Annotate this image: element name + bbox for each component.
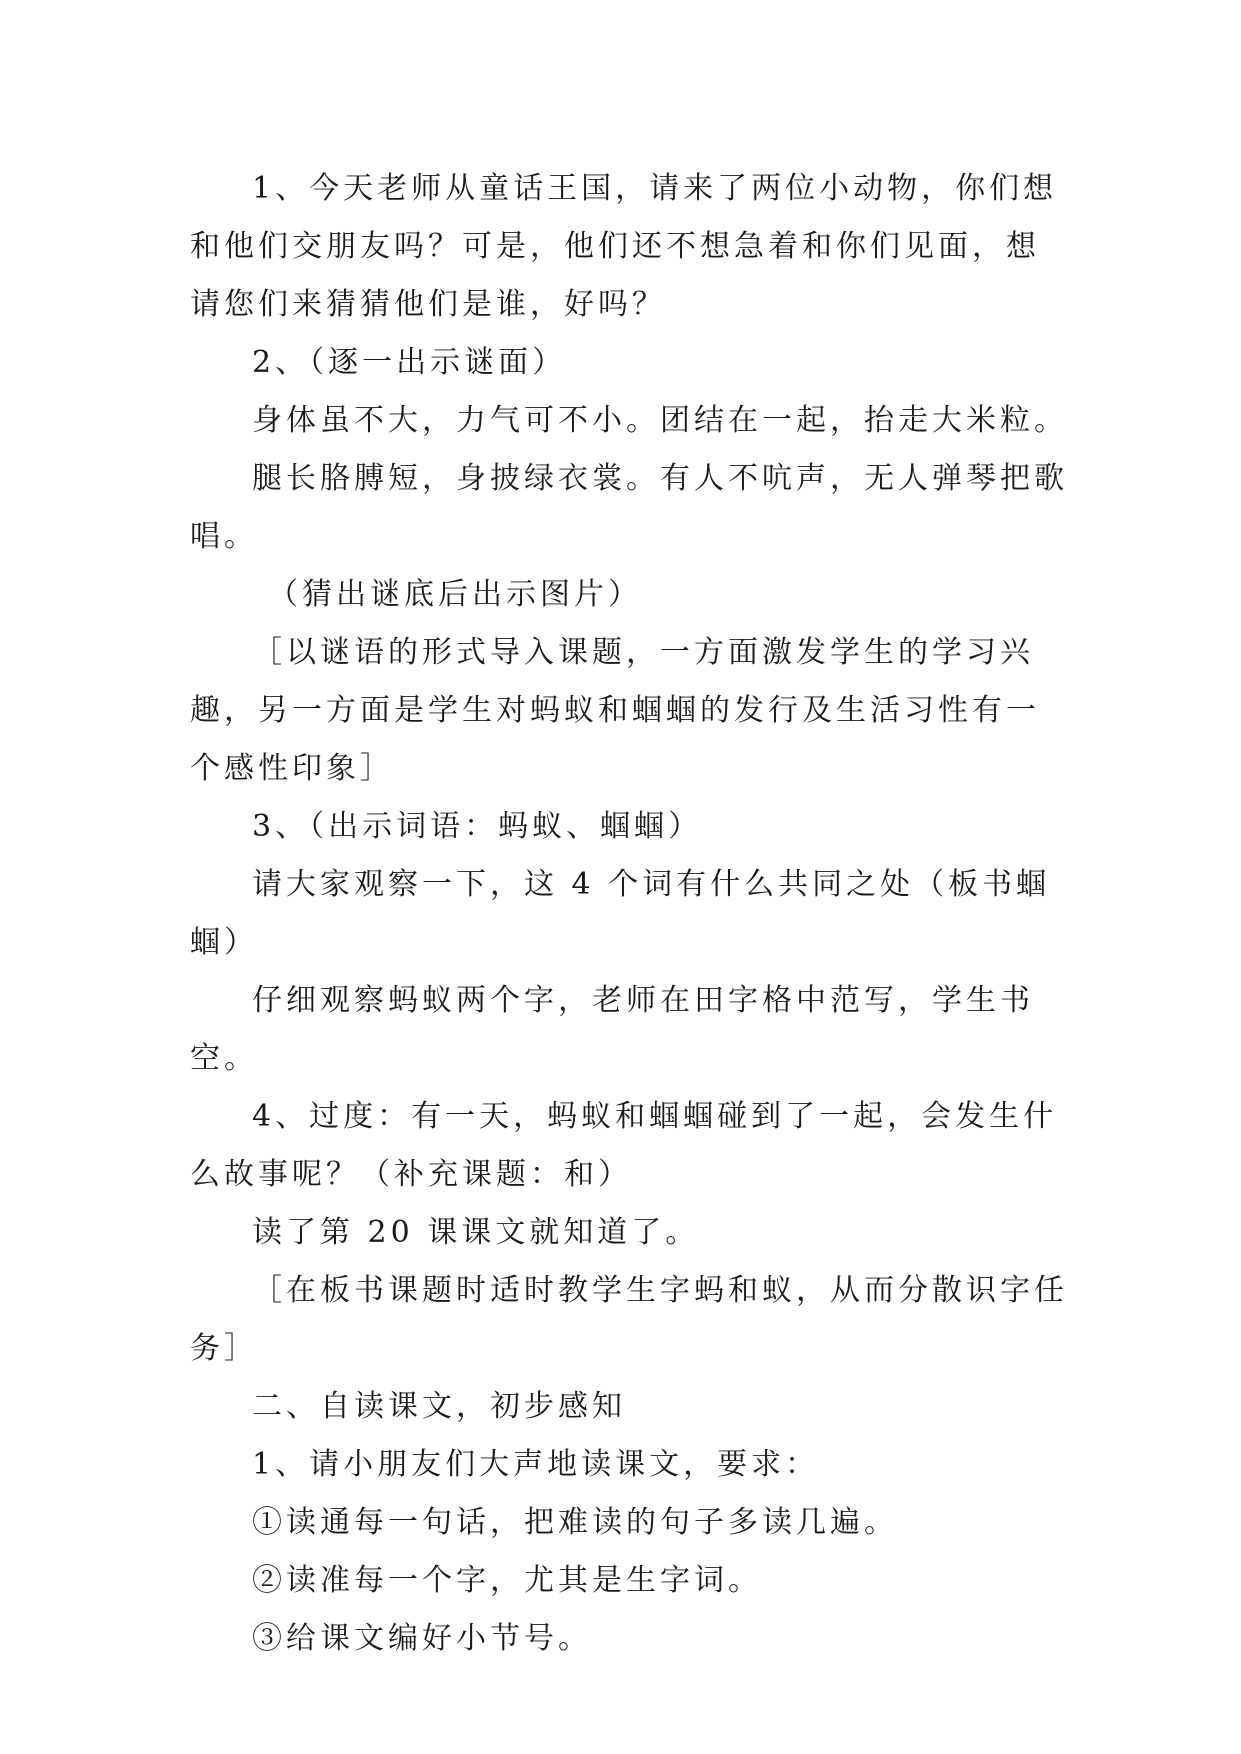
paragraph-writing-demo: 仔细观察蚂蚁两个字，老师在田字格中范写，学生书空。 (190, 983, 1034, 1076)
paragraph-reading-requirements: 1、请小朋友们大声地读课文，要求： (252, 1447, 820, 1482)
paragraph-read-lesson: 读了第 20 课课文就知道了。 (252, 1215, 700, 1250)
list-item-requirement-1: ①读通每一句话，把难读的句子多读几遍。 (252, 1505, 898, 1540)
list-item-requirement-2: ②读准每一个字，尤其是生字词。 (252, 1563, 762, 1598)
paragraph-transition: 4、过度：有一天，蚂蚁和蝈蝈碰到了一起，会发生什么故事呢？（补充课题：和） (190, 1099, 1058, 1192)
paragraph-show-words: 3、（出示词语：蚂蚁、蝈蝈） (252, 809, 703, 844)
section-heading-self-reading: 二、自读课文，初步感知 (252, 1389, 626, 1424)
paragraph-show-picture: （猜出谜底后出示图片） (268, 577, 642, 612)
paragraph-observe-words: 请大家观察一下，这 4 个词有什么共同之处（板书蝈蝈） (190, 867, 1051, 960)
paragraph-riddle-ant: 身体虽不大，力气可不小。团结在一起，抬走大米粒。 (252, 403, 1068, 438)
paragraph-note-riddle: ［以谜语的形式导入课题，一方面激发学生的学习兴趣，另一方面是学生对蚂蚁和蝈蝈的发行及生活习性有一个感性印象］ (190, 635, 1040, 786)
document-body (190, 160, 1070, 1668)
paragraph-intro: 1、今天老师从童话王国，请来了两位小动物，你们想和他们交朋友吗？可是，他们还不想急着和你们见面，想请您们来猜猜他们是谁，好吗？ (190, 171, 1058, 322)
paragraph-riddle-heading: 2、（逐一出示谜面） (252, 345, 567, 380)
list-item-requirement-3: ③给课文编好小节号。 (252, 1621, 592, 1656)
paragraph-riddle-katydid: 腿长胳膊短，身披绿衣裳。有人不吭声，无人弹琴把歌唱。 (190, 461, 1068, 554)
paragraph-note-characters: ［在板书课题时适时教学生字蚂和蚁，从而分散识字任务］ (190, 1273, 1068, 1366)
